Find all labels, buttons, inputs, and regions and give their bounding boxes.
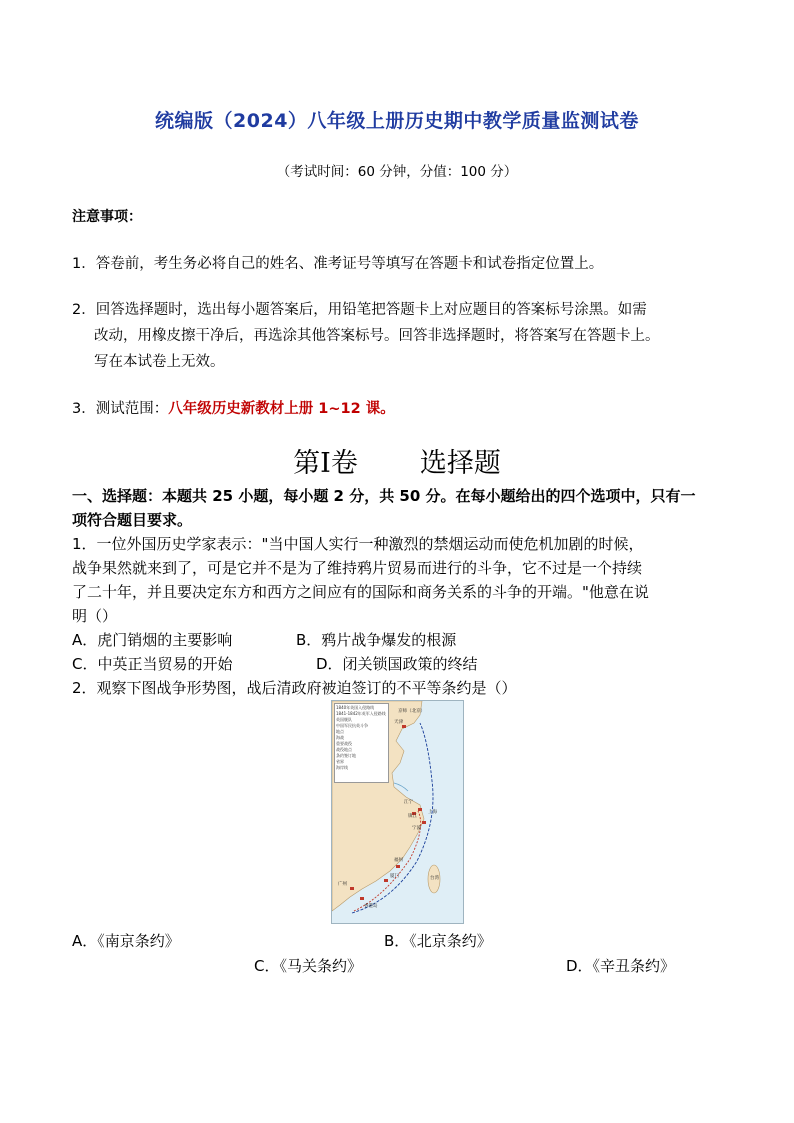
legend-item: 重要战役: [336, 741, 352, 746]
notice-item-3: [72, 397, 395, 418]
notice-item-1: 1．答卷前，考生务必将自己的姓名、准考证号等填写在答题卡和试卷指定位置上。: [72, 256, 604, 272]
legend-item: 1840年英国入侵路线: [336, 705, 375, 710]
map-label-guangzhou: 广州: [338, 882, 347, 887]
map-label-hongkong: 香港岛: [364, 904, 378, 909]
q2-option-d: D．《辛丑条约》: [566, 957, 676, 975]
war-situation-map: [331, 700, 464, 924]
instructions-line-2: 项符合题目要求。: [72, 511, 193, 529]
map-label-xiamen: 厦门: [390, 874, 399, 879]
q2-option-a: A．《南京条约》: [72, 932, 180, 950]
legend-item: 海岸线: [336, 765, 348, 770]
map-label-jiangning: 江宁: [404, 800, 413, 805]
q2-stem: 2．观察下图战争形势图，战后清政府被迫签订的不平等条约是（）: [72, 679, 517, 697]
map-label-ningbo: 宁波: [412, 826, 421, 831]
notice-heading: 注意事项：: [72, 209, 142, 225]
legend-item: 海战: [336, 735, 344, 740]
q1-option-d: D．闭关锁国政策的终结: [316, 655, 478, 673]
notice-item-2-line-2: 改动，用橡皮擦干净后，再选涂其他答案标号。回答非选择题时，将答案写在答题卡上。: [94, 328, 660, 344]
instructions-line-1: 一、选择题：本题共 25 小题，每小题 2 分，共 50 分。在每小题给出的四个选项中，只有一: [72, 487, 696, 505]
section-name: 选择题: [419, 448, 501, 479]
map-label-taiwan: 台湾: [430, 876, 439, 881]
legend-item: 条约签订地: [336, 753, 356, 758]
map-label-tianjin: 天津: [394, 720, 403, 725]
map-label-fuzhou: 福州: [394, 858, 403, 863]
section-heading: [0, 441, 794, 480]
q1-option-c: C．中英正当贸易的开始: [72, 655, 233, 673]
map-label-zhenjiang: 镇江: [408, 814, 417, 819]
legend-item: 1841-1842年英军入侵路线: [336, 711, 386, 716]
section-part: 第Ⅰ卷: [293, 448, 358, 479]
page-title: 统编版（2024）八年级上册历史期中教学质量监测试卷: [155, 110, 639, 132]
q1-option-b: B．鸦片战争爆发的根源: [296, 631, 457, 649]
q1-stem-line-2: 战争果然就来到了，可是它并不是为了维持鸦片贸易而进行的斗争，它不过是一个持续: [72, 559, 643, 577]
legend-item: 英国舰队: [336, 717, 352, 722]
notice-item-2-line-1: 2．回答选择题时，选出每小题答案后，用铅笔把答题卡上对应题目的答案标号涂黑。如需: [72, 302, 647, 318]
legend-item: 战役地点: [336, 747, 352, 752]
notice-item-2-line-3: 写在本试卷上无效。: [94, 354, 225, 370]
exam-info: （考试时间：60 分钟，分值：100 分）: [276, 164, 518, 180]
map-legend: [334, 703, 389, 783]
q2-option-b: B．《北京条约》: [384, 932, 492, 950]
q1-stem-line-3: 了二十年，并且要决定东方和西方之间应有的国际和商务关系的斗争的开端。"他意在说: [72, 583, 649, 601]
scope-value: 八年级历史新教材上册 1~12 课。: [168, 401, 395, 417]
legend-item: 中国军民抗英斗争: [336, 723, 368, 728]
map-label-shanghai: 上海: [428, 810, 437, 815]
legend-item: 省界: [336, 759, 344, 764]
q1-stem-line-1: 1．一位外国历史学家表示："当中国人实行一种激烈的禁烟运动而使危机加剧的时候，: [72, 535, 644, 553]
legend-item: 地点: [336, 729, 344, 734]
scope-label: 3．测试范围：: [72, 401, 169, 417]
q2-option-c: C．《马关条约》: [254, 957, 362, 975]
q1-stem-line-4: 明（）: [72, 607, 118, 625]
q1-option-a: A．虎门销烟的主要影响: [72, 631, 233, 649]
map-label-beijing: 京师（北京）: [398, 709, 425, 714]
